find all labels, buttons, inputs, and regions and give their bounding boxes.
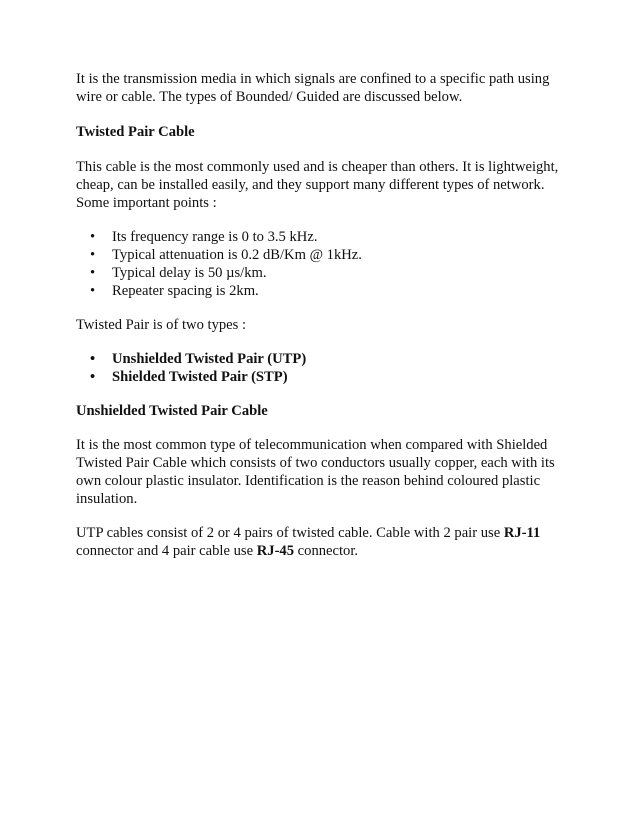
list-item: [76, 368, 576, 386]
bullet-icon: •: [90, 283, 96, 299]
document-body: [76, 70, 576, 560]
list-item: [76, 246, 576, 264]
list-item-text: Repeater spacing is 2km.: [112, 283, 259, 299]
connectors-text-part2: connector and 4 pair cable use: [76, 543, 257, 559]
list-item-text: Shielded Twisted Pair (STP): [112, 369, 288, 385]
types-list: [76, 350, 576, 386]
list-item: [76, 228, 576, 246]
list-item-text: Its frequency range is 0 to 3.5 kHz.: [112, 229, 318, 245]
connectors-text-part1: UTP cables consist of 2 or 4 pairs of twisted cable. Cable with 2 pair use: [76, 525, 504, 541]
bullet-icon: •: [90, 247, 96, 263]
intro-paragraph: It is the transmission media in which signals are confined to a specific path using wire or cable. The types of Bounded/ Guided are discussed below.: [76, 71, 550, 105]
list-item: [76, 350, 576, 368]
bullet-icon: •: [90, 265, 96, 281]
utp-description: It is the most common type of telecommunication when compared with Shielded Twisted Pair Cable which consists of two conductors usually copper, each with its own colour plastic insulator. Identification is the reason behind coloured plastic insulation.: [76, 437, 555, 507]
list-item-text: Typical attenuation is 0.2 dB/Km @ 1kHz.: [112, 247, 362, 263]
list-item-text: Unshielded Twisted Pair (UTP): [112, 351, 307, 367]
utp-connectors-paragraph: [76, 524, 576, 560]
bullet-icon: •: [90, 369, 96, 385]
twisted-pair-description: This cable is the most commonly used and is cheaper than others. It is lightweight, cheap, can be installed easily, and they support many different types of network. Some important points :: [76, 159, 559, 211]
important-points-list: [76, 228, 576, 300]
list-item: [76, 282, 576, 300]
connectors-text-part3: connector.: [294, 543, 359, 559]
types-intro-paragraph: Twisted Pair is of two types :: [76, 317, 247, 333]
bullet-icon: •: [90, 351, 96, 367]
list-item: [76, 264, 576, 282]
rj11-label: RJ-11: [503, 525, 541, 541]
twisted-pair-heading: Twisted Pair Cable: [76, 124, 195, 140]
utp-heading: Unshielded Twisted Pair Cable: [76, 403, 268, 419]
rj45-label: RJ-45: [256, 543, 295, 559]
bullet-icon: •: [90, 229, 96, 245]
list-item-text: Typical delay is 50 µs/km.: [112, 265, 267, 281]
